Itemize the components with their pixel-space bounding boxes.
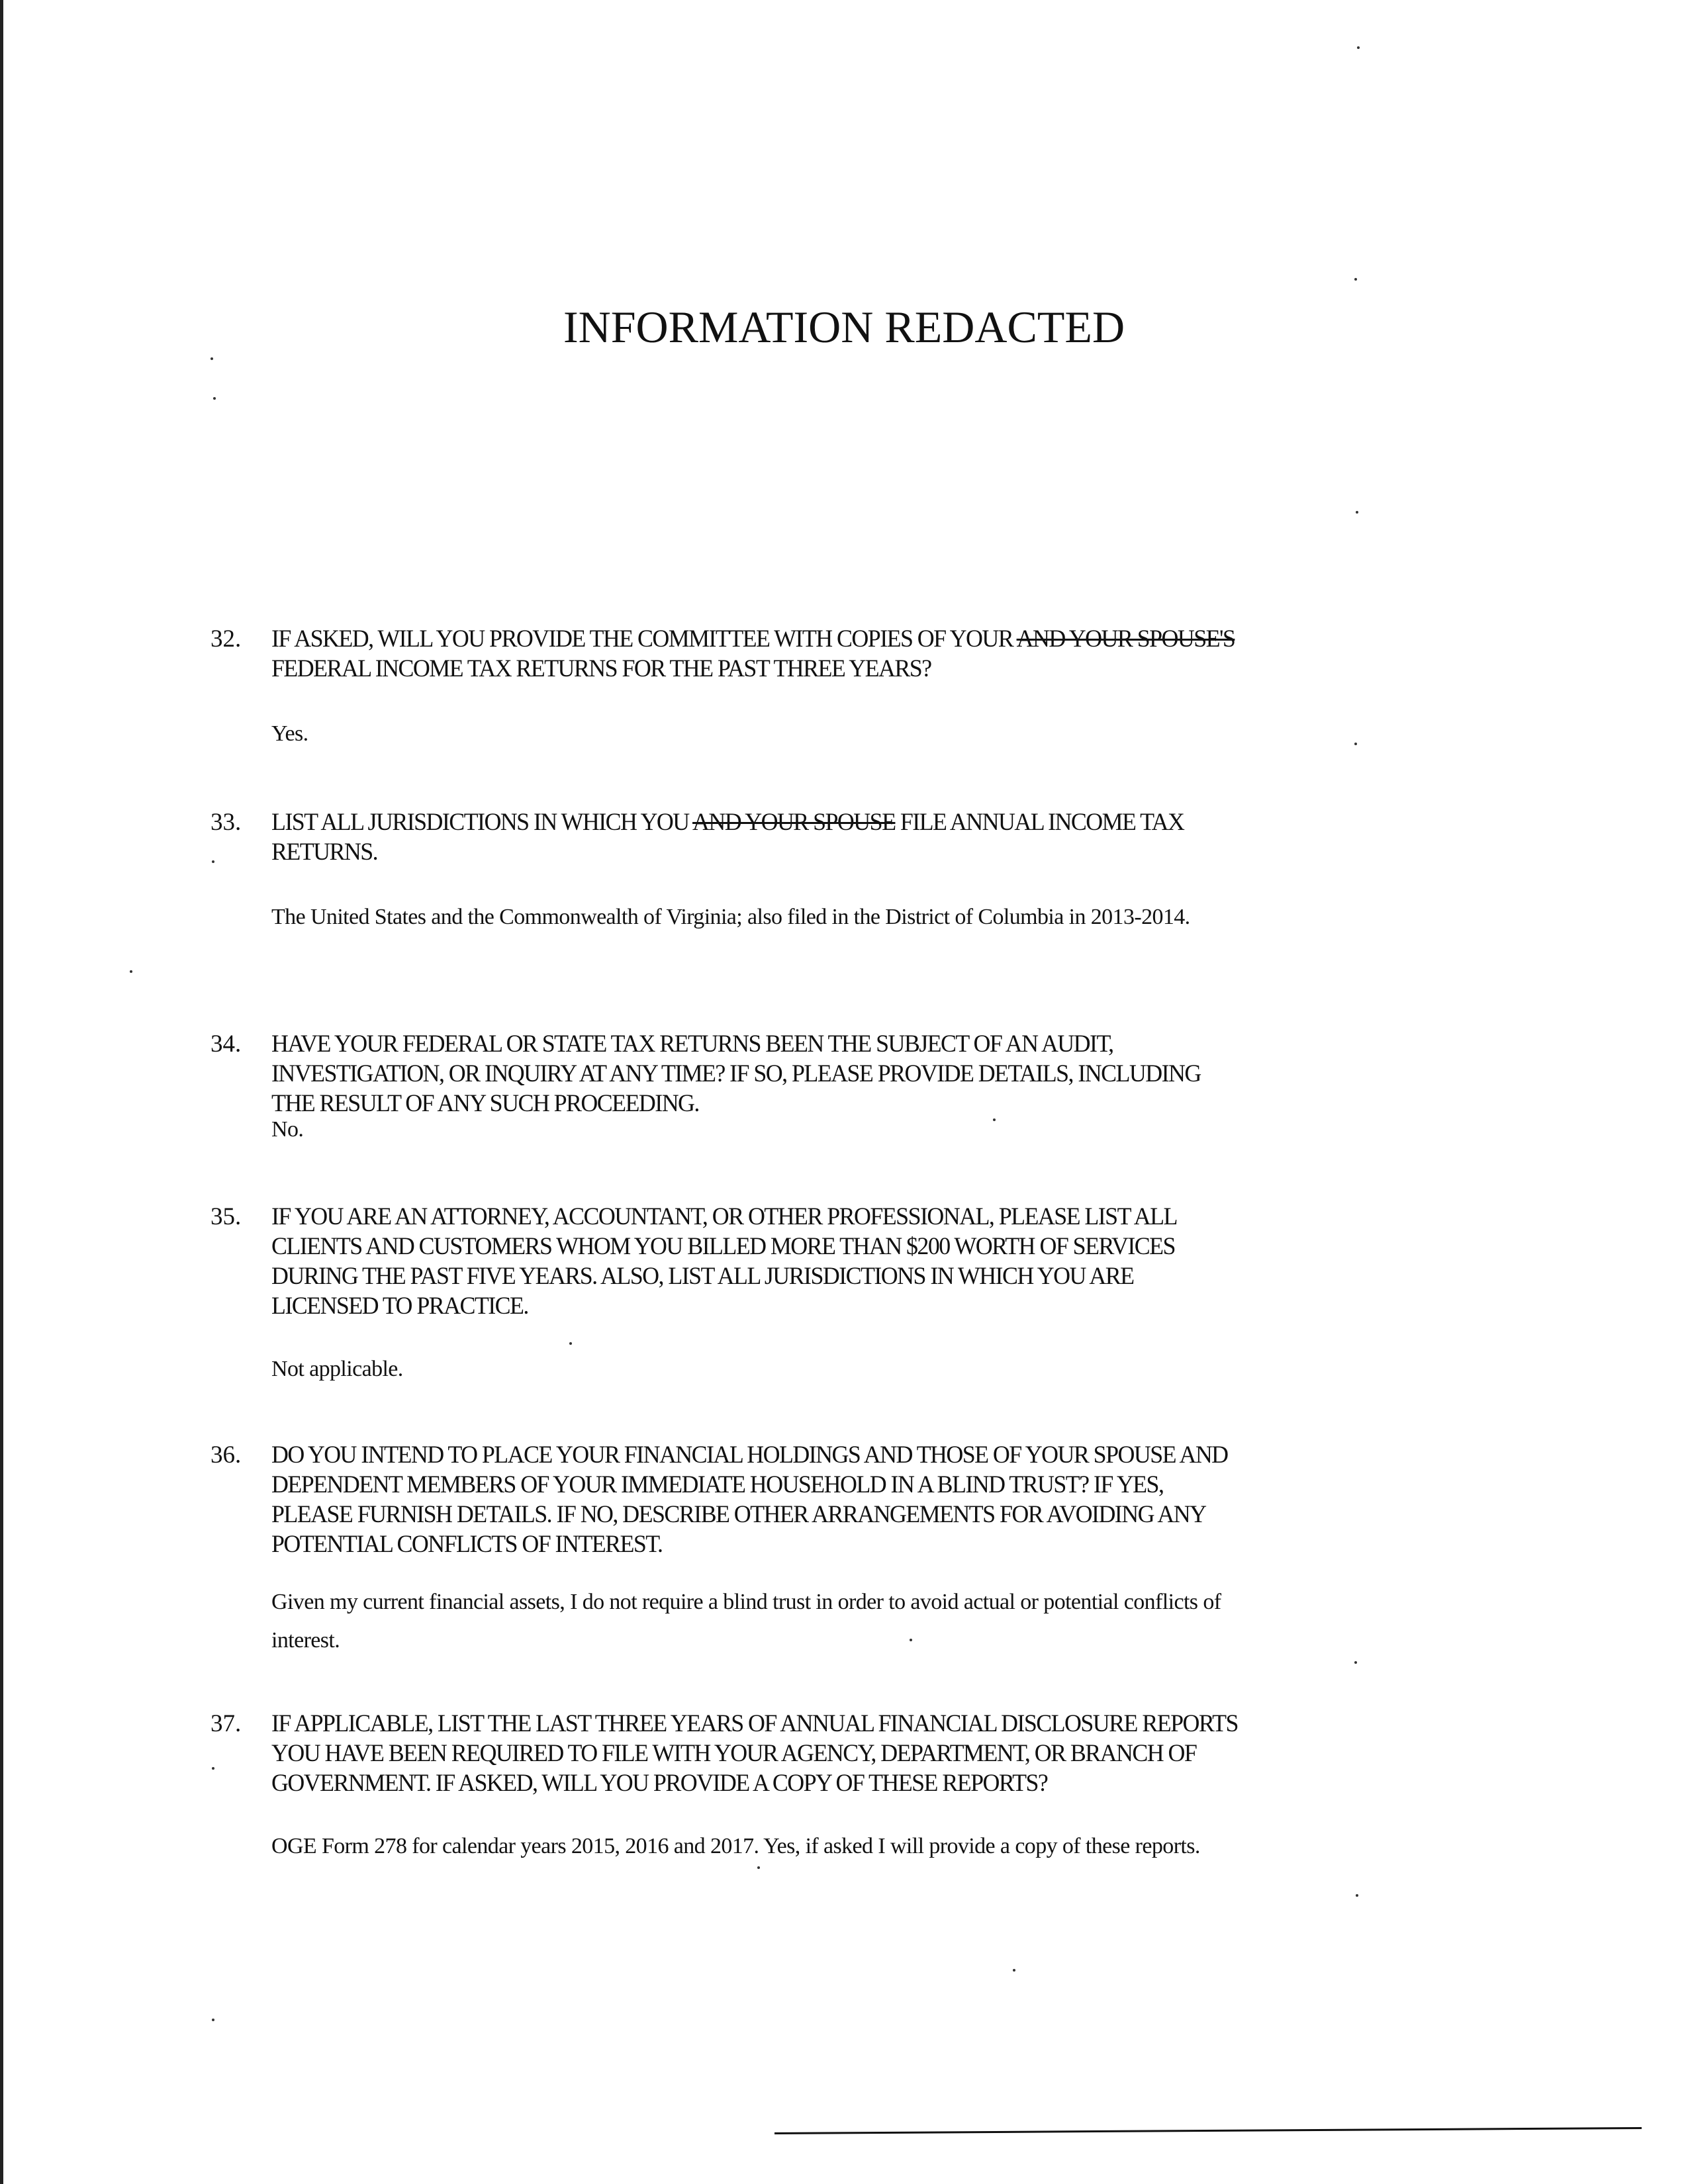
question-text: DO YOU INTEND TO PLACE YOUR FINANCIAL HOLDINGS AND THOSE OF YOUR SPOUSE AND [271,1441,1228,1469]
answer-text: No. [271,1117,304,1142]
question-number: 37. [211,1710,242,1737]
question-text: POTENTIAL CONFLICTS OF INTEREST. [271,1531,663,1558]
scan-speck [1356,1894,1358,1897]
question-line [271,1471,1163,1499]
question-number: 34. [211,1030,242,1058]
question-number: 36. [211,1441,242,1469]
question-text: IF YOU ARE AN ATTORNEY, ACCOUNTANT, OR OTHER PROFESSIONAL, PLEASE LIST ALL [271,1203,1177,1230]
question-text: LICENSED TO PRACTICE. [271,1293,528,1320]
scan-speck [993,1118,996,1121]
scan-speck [130,970,132,973]
question-text: THE RESULT OF ANY SUCH PROCEEDING. [271,1090,699,1117]
question-line [271,655,931,683]
answer-text: Not applicable. [271,1357,403,1381]
scan-speck [212,860,214,863]
answer-text: The United States and the Commonwealth of Virginia; also filed in the District of Columbia in 2013-2014. [271,905,1190,929]
question-text: DEPENDENT MEMBERS OF YOUR IMMEDIATE HOUSEHOLD IN A BLIND TRUST? IF YES, [271,1471,1164,1498]
answer-text: Given my current financial assets, I do not require a blind trust in order to avoid actual or potential conflicts of [271,1590,1221,1614]
page-title: INFORMATION REDACTED [563,302,1125,352]
scan-speck [1354,278,1357,281]
question-text: RETURNS. [271,839,378,866]
question-text: FILE ANNUAL INCOME TAX [895,809,1184,836]
scan-speck [211,357,213,360]
question-line [271,1030,1113,1058]
question-number: 32. [211,625,242,653]
question-line [271,1262,1133,1291]
question-line [271,1060,1201,1088]
question-line [271,1530,662,1559]
question-number: 35. [211,1203,242,1230]
scan-speck [757,1866,760,1869]
footer-rule [774,2127,1642,2134]
scan-speck [910,1639,912,1641]
question-line [271,1203,1177,1231]
question-text: IF ASKED, WILL YOU PROVIDE THE COMMITTEE WITH COPIES OF YOUR [271,625,1017,653]
question-line [271,1500,1205,1529]
question-line [271,838,377,866]
question-line [271,1292,528,1320]
question-text: CLIENTS AND CUSTOMERS WHOM YOU BILLED MORE THAN $200 WORTH OF SERVICES [271,1233,1175,1260]
question-line [271,1769,1047,1797]
scan-speck [212,2019,214,2021]
struck-text: AND YOUR SPOUSE [692,809,896,836]
question-line [271,1441,1228,1469]
question-number: 33. [211,809,242,836]
scan-speck [1354,743,1357,745]
answer-text: OGE Form 278 for calendar years 2015, 2016 and 2017. Yes, if asked I will provide a copy of these reports. [271,1834,1200,1858]
scan-speck [569,1342,572,1345]
question-line [271,1709,1238,1738]
answer-text: Yes. [271,721,308,746]
question-text: IF APPLICABLE, LIST THE LAST THREE YEARS OF ANNUAL FINANCIAL DISCLOSURE REPORTS [271,1710,1238,1737]
question-line [271,1739,1196,1768]
struck-text: AND YOUR SPOUSE'S [1016,625,1235,653]
question-line [271,1089,699,1118]
scan-speck [1356,511,1358,514]
question-line [271,625,1235,653]
scan-speck [212,1767,214,1770]
question-text: YOU HAVE BEEN REQUIRED TO FILE WITH YOUR AGENCY, DEPARTMENT, OR BRANCH OF [271,1740,1197,1767]
scan-speck [1357,46,1360,49]
question-text: LIST ALL JURISDICTIONS IN WHICH YOU [271,809,693,836]
question-text: DURING THE PAST FIVE YEARS. ALSO, LIST ALL JURISDICTIONS IN WHICH YOU ARE [271,1263,1134,1290]
scan-speck [213,397,216,400]
question-line [271,1232,1175,1261]
scan-speck [1013,1969,1015,1972]
question-line [271,808,1184,837]
question-text: GOVERNMENT. IF ASKED, WILL YOU PROVIDE A COPY OF THESE REPORTS? [271,1770,1048,1797]
question-text: FEDERAL INCOME TAX RETURNS FOR THE PAST THREE YEARS? [271,655,931,682]
question-text: INVESTIGATION, OR INQUIRY AT ANY TIME? IF SO, PLEASE PROVIDE DETAILS, INCLUDING [271,1060,1201,1087]
scan-speck [1354,1661,1357,1664]
question-text: HAVE YOUR FEDERAL OR STATE TAX RETURNS BEEN THE SUBJECT OF AN AUDIT, [271,1030,1113,1058]
answer-text: interest. [271,1628,340,1653]
question-text: PLEASE FURNISH DETAILS. IF NO, DESCRIBE OTHER ARRANGEMENTS FOR AVOIDING ANY [271,1501,1206,1528]
